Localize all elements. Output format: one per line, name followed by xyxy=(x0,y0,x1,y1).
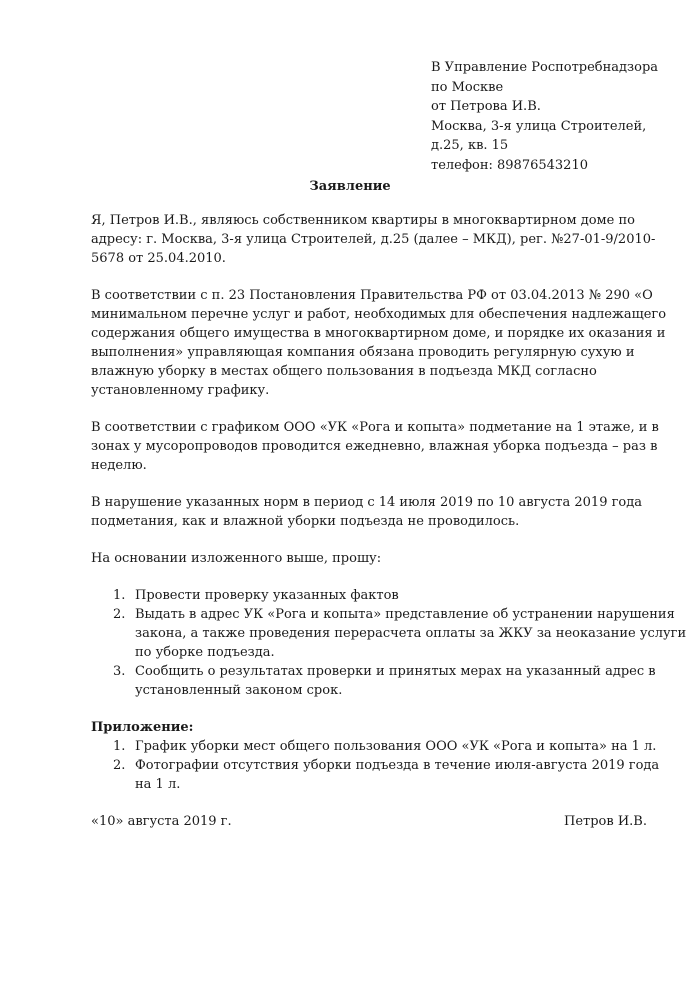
addressee-line: телефон: 89876543210 xyxy=(431,157,588,173)
signature-row xyxy=(91,812,651,831)
list-number: 3. xyxy=(113,664,126,679)
paragraph-line: минимальном перечне услуг и работ, необходимых для обеспечения надлежащего xyxy=(91,307,667,322)
list-number: 2. xyxy=(113,758,126,773)
list-item-line: по уборке подъезда. xyxy=(135,645,275,660)
paragraph-line: подметания, как и влажной уборки подъезда не проводилось. xyxy=(91,514,520,529)
list-item-line: закона, а также проведения перерасчета оплаты за ЖКУ за неоказание услуги xyxy=(135,626,687,641)
addressee-line: Москва, 3-я улица Строителей, xyxy=(431,118,647,134)
paragraph xyxy=(91,418,659,475)
list-number: 1. xyxy=(113,739,126,754)
paragraph-line: адресу: г. Москва, 3-я улица Строителей, д.25 (далее – МКД), рег. №27-01-9/2010- xyxy=(91,232,656,247)
list-number: 1. xyxy=(113,588,126,603)
paragraph-line: Я, Петров И.В., являюсь собственником квартиры в многоквартирном доме по xyxy=(91,213,635,228)
list-item-line: Сообщить о результатах проверки и принятых мерах на указанный адрес в xyxy=(135,664,656,679)
list-item-line: Фотографии отсутствия уборки подъезда в течение июля-августа 2019 года xyxy=(135,758,660,773)
request-item xyxy=(91,586,651,605)
addressee-line: по Москве xyxy=(431,79,504,95)
paragraph-line: влажную уборку в местах общего пользования в подъезда МКД согласно xyxy=(91,364,597,379)
list-item-line: на 1 л. xyxy=(135,777,181,792)
request-item xyxy=(91,605,687,662)
paragraph-line: В нарушение указанных норм в период с 14 июля 2019 по 10 августа 2019 года xyxy=(91,495,642,510)
appendix-item xyxy=(91,756,660,794)
list-item-line: установленный законом срок. xyxy=(135,683,343,698)
document-title: Заявление xyxy=(309,179,391,194)
paragraph xyxy=(91,493,651,531)
request-list xyxy=(91,586,687,700)
paragraph xyxy=(91,549,651,568)
appendix-list xyxy=(91,737,660,794)
paragraph-line: неделю. xyxy=(91,458,147,473)
paragraph-line: На основании изложенного выше, прошу: xyxy=(91,551,382,566)
addressee-line: д.25, кв. 15 xyxy=(431,138,509,153)
request-item xyxy=(91,662,656,700)
paragraph-line: зонах у мусоропроводов проводится ежедневно, влажная уборка подъезда – раз в xyxy=(91,439,658,454)
paragraph xyxy=(91,286,667,400)
list-item-line: График уборки мест общего пользования ООО «УК «Рога и копыта» на 1 л. xyxy=(135,739,657,754)
document-date: «10» августа 2019 г. xyxy=(91,814,232,829)
list-item-line: Провести проверку указанных фактов xyxy=(135,588,399,603)
signature-name: Петров И.В. xyxy=(564,814,647,829)
document-body xyxy=(91,211,687,831)
addressee-line: от Петрова И.В. xyxy=(431,99,541,114)
paragraph-line: 5678 от 25.04.2010. xyxy=(91,251,226,266)
appendix-item xyxy=(91,737,657,756)
appendix-title: Приложение: xyxy=(91,720,194,735)
paragraph-line: В соответствии с графиком ООО «УК «Рога и копыта» подметание на 1 этаже, и в xyxy=(91,420,659,435)
paragraph-line: установленному графику. xyxy=(91,383,270,398)
paragraph-line: содержания общего имущества в многоквартирном доме, и порядке их оказания и xyxy=(91,326,666,341)
list-item-line: Выдать в адрес УК «Рога и копыта» представление об устранении нарушения xyxy=(135,607,675,622)
paragraph-line: В соответствии с п. 23 Постановления Правительства РФ от 03.04.2013 № 290 «О xyxy=(91,288,653,303)
paragraph xyxy=(91,211,656,268)
addressee-block xyxy=(431,58,691,175)
addressee-line: В Управление Роспотребнадзора xyxy=(431,60,659,75)
list-number: 2. xyxy=(113,607,126,622)
paragraph-line: выполнения» управляющая компания обязана проводить регулярную сухую и xyxy=(91,345,635,360)
